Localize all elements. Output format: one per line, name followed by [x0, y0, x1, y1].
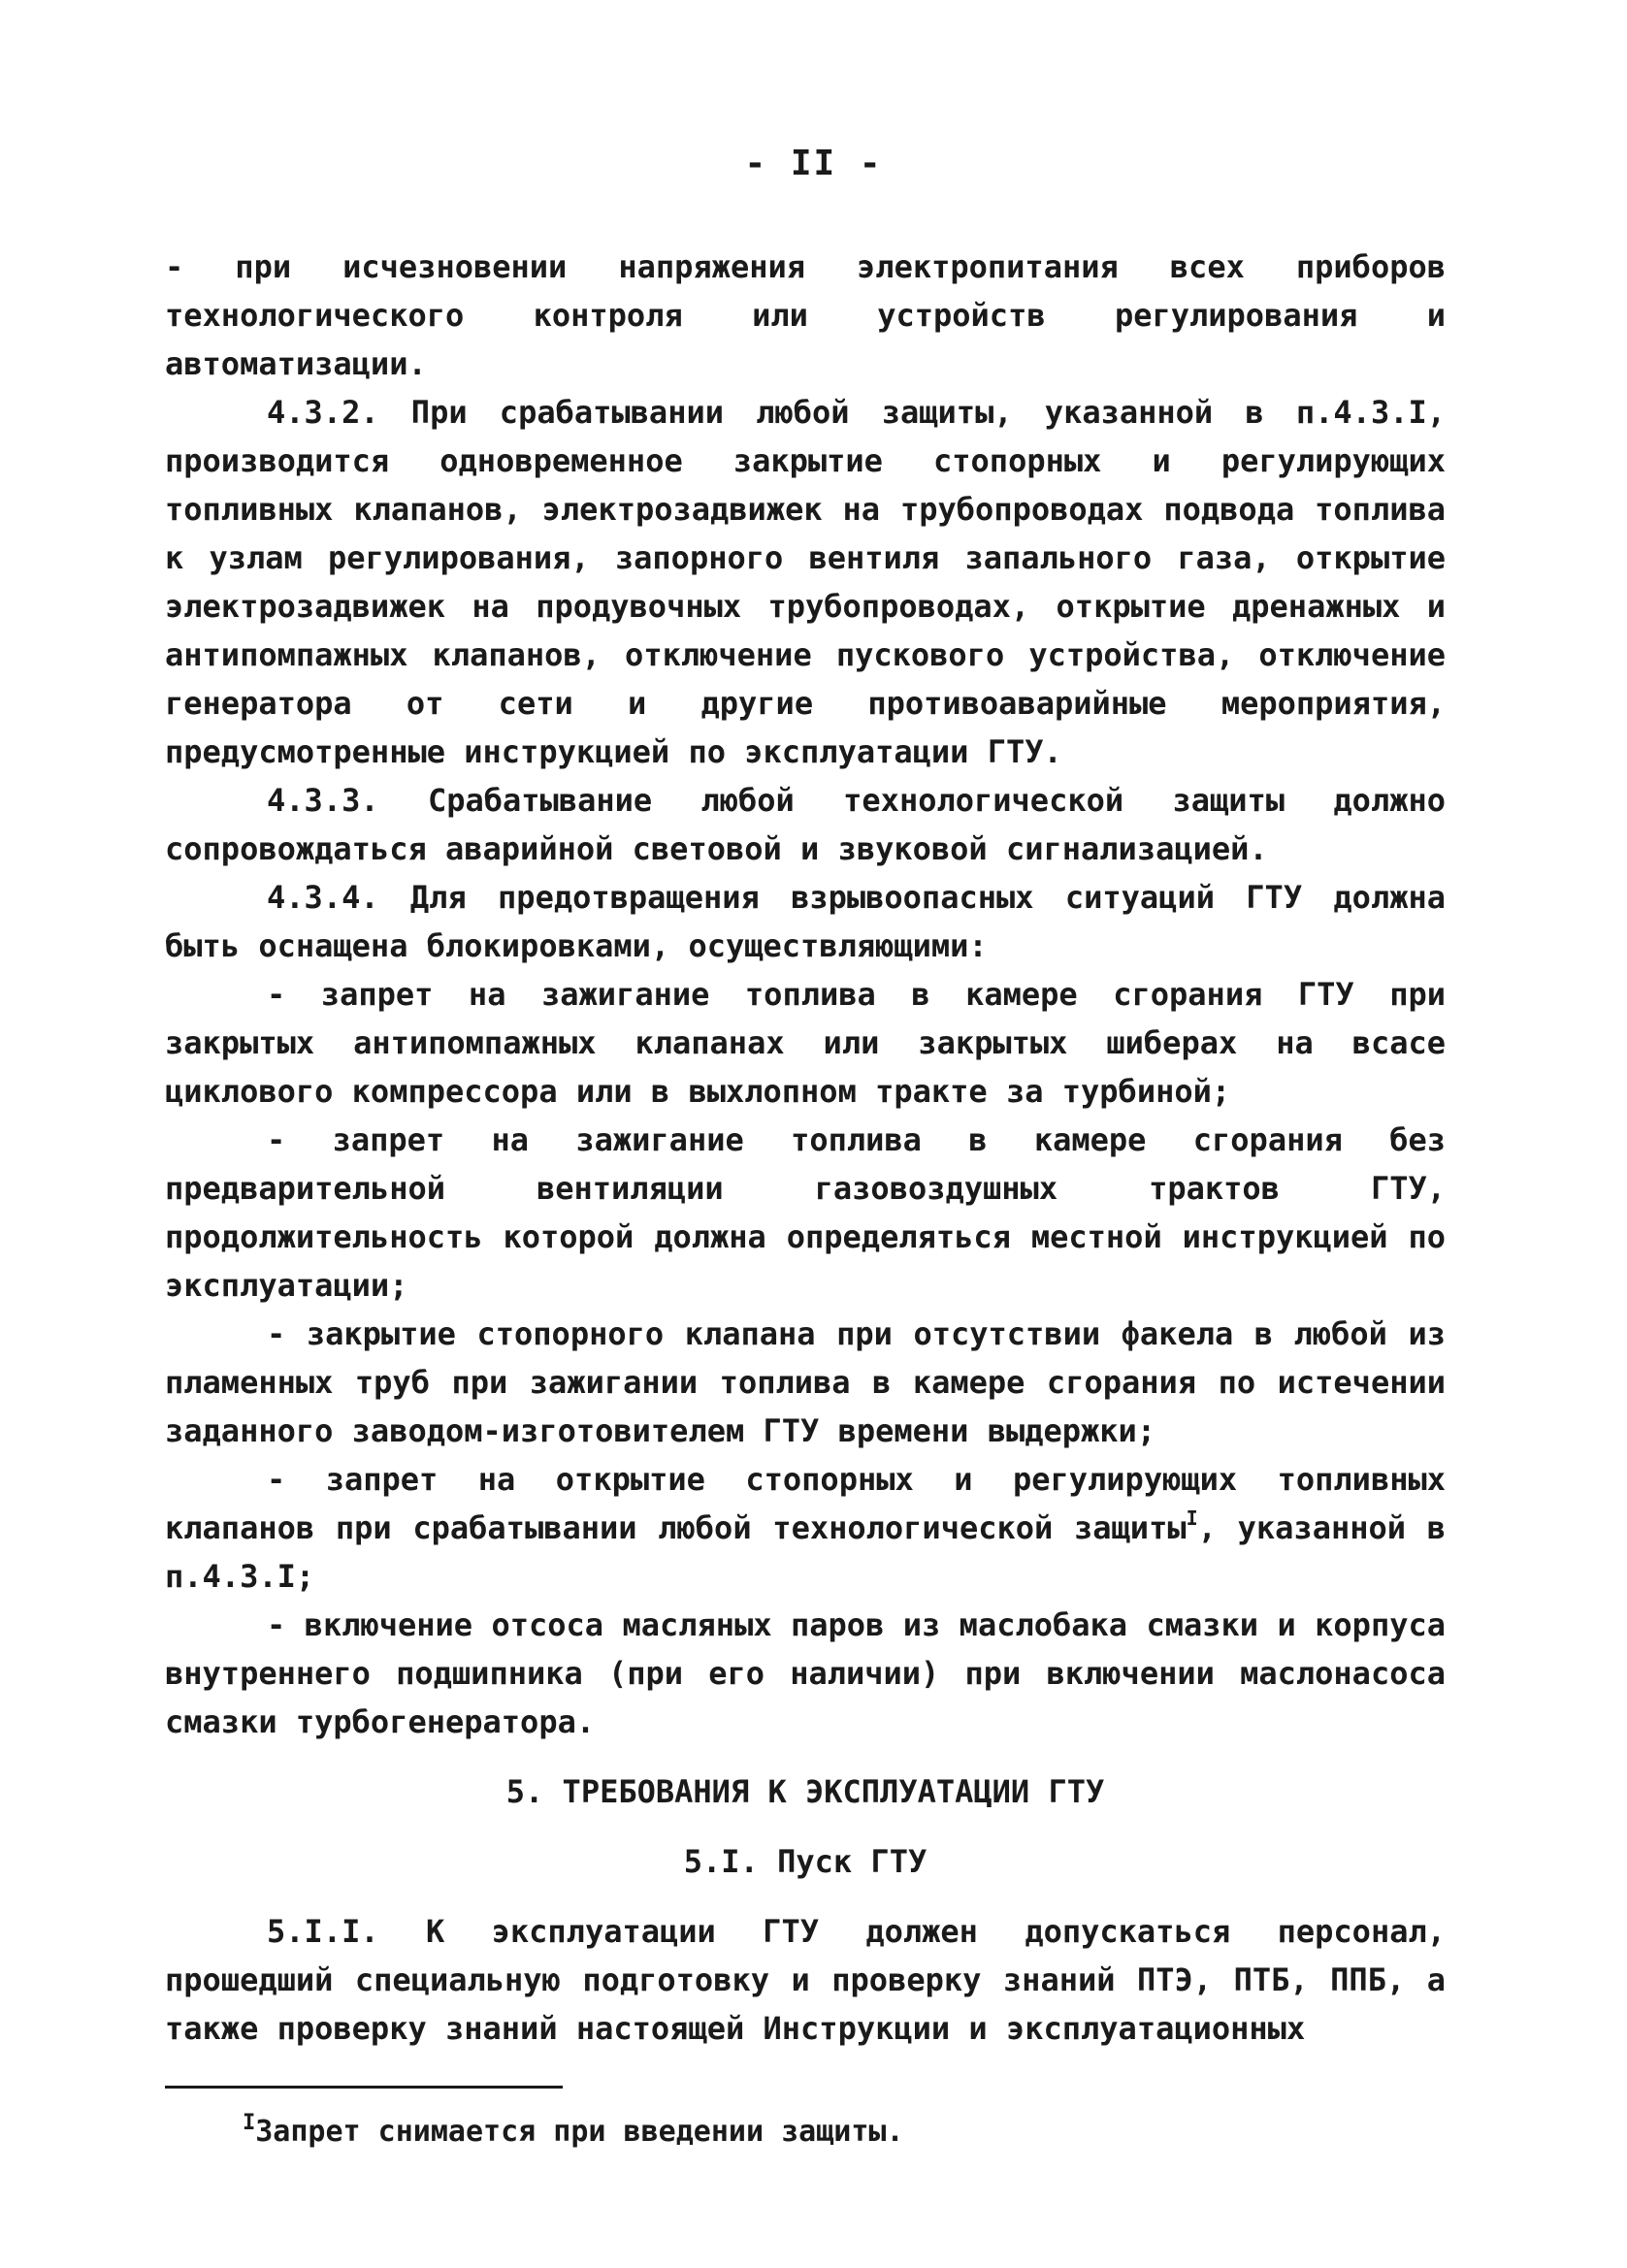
list-item-stop-valve-closure: - закрытие стопорного клапана при отсутствии факела в любой из пламенных труб при зажигании топлива в камере сгорания по истечении заданного заводом-изготовителем ГТУ времени выдержки;	[165, 1315, 1446, 1449]
list-item-text-continued: , указанной в п.4.3.I;	[165, 1509, 1447, 1595]
list-item-oil-vapor-extraction: - включение отсоса масляных паров из маслобака смазки и корпуса внутреннего подшипника (при его наличии) при включении маслонасоса смазки турбогенератора.	[165, 1606, 1446, 1740]
list-item-text: - запрет на открытие стопорных и регулирующих топливных клапанов при срабатывании любой технологической защиты	[165, 1461, 1446, 1546]
list-item-ignition-ban-closed-valves: - запрет на зажигание топлива в камере сгорания ГТУ при закрытых антипомпажных клапанах или закрытых шиберах на всасе циклового компрессора или в выхлопном тракте за турбиной;	[165, 976, 1446, 1110]
page-number: - II -	[744, 144, 883, 183]
paragraph-5-1-1: 5.I.I. К эксплуатации ГТУ должен допускаться персонал, прошедший специальную подготовку и проверку знаний ПТЭ, ПТБ, ППБ, а также проверку знаний настоящей Инструкции и эксплуатационных	[165, 1913, 1446, 2047]
footnote-mark: I	[243, 2111, 256, 2135]
footnote-reference: I	[1186, 1507, 1198, 1530]
footnote	[243, 2113, 904, 2152]
footnote-text: Запрет снимается при введении защиты.	[255, 2115, 904, 2149]
list-item-ignition-ban-ventilation: - запрет на зажигание топлива в камере сгорания без предварительной вентиляции газовоздушных трактов ГТУ, продолжительность которой должна определяться местной инструкцией по эксплуатации;	[165, 1121, 1446, 1304]
paragraph-4-3-2: 4.3.2. При срабатывании любой защиты, указанной в п.4.3.I, производится одновременное закрытие стопорных и регулирующих топливных клапанов, электрозадвижек на трубопроводах подвода топлива к узлам регулирования, запорного вентиля запального газа, открытие электрозадвижек на продувочных трубопроводах, открытие дренажных и антипомпажных клапанов, отключение пускового устройства, отключение генератора от сети и другие противоаварийные мероприятия, предусмотренные инструкцией по эксплуатации ГТУ.	[165, 394, 1446, 770]
section-heading: 5. ТРЕБОВАНИЯ К ЭКСПЛУАТАЦИИ ГТУ	[505, 1773, 1105, 1810]
subsection-heading: 5.I. Пуск ГТУ	[683, 1843, 927, 1880]
paragraph-4-3-4: 4.3.4. Для предотвращения взрывоопасных ситуаций ГТУ должна быть оснащена блокировками, осуществляющими:	[165, 879, 1446, 964]
list-item-valve-opening-ban	[165, 1455, 1446, 1601]
body-text	[165, 243, 1446, 2053]
paragraph-4-3-3: 4.3.3. Срабатывание любой технологической защиты должно сопровождаться аварийной световой и звуковой сигнализацией.	[165, 782, 1446, 867]
paragraph-power-loss: - при исчезновении напряжения электропитания всех приборов технологического контроля или устройств регулирования и автоматизации.	[165, 248, 1446, 382]
footnote-divider	[165, 2086, 563, 2089]
